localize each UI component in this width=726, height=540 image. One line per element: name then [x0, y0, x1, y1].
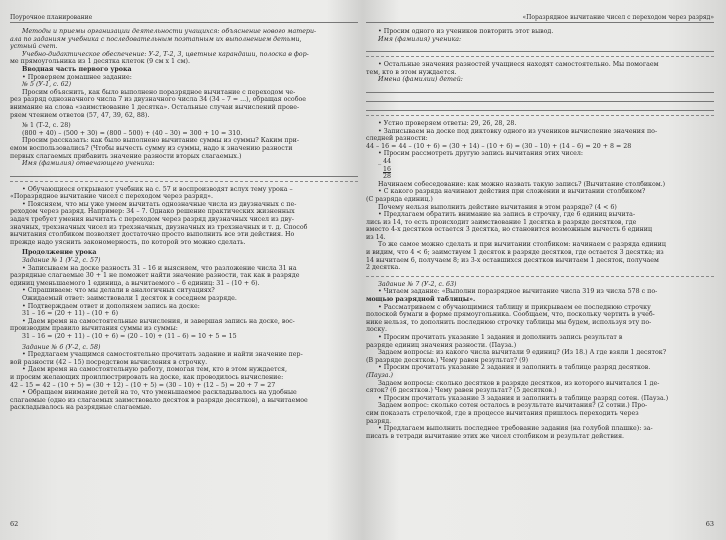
text-line: первых слагаемых прибавить значение разности вторых слагаемых.)	[10, 152, 242, 160]
text-line: единиц уменьшаемого 1 единица, а вычитаемого – 6 единиц: 31 – (10 + 6).	[10, 279, 260, 287]
math-line: 31 – 16 = (20 + 11) – (10 + 6) = (20 – 10) + (11 – 6) = 10 + 5 = 15	[22, 332, 237, 340]
text-line: разряде единиц значения разности. (Пауза.)	[366, 341, 517, 349]
text-line: Почему нельзя выполнить действие вычитания в этом разряде? (4 < 6)	[378, 203, 617, 211]
divider	[366, 276, 714, 277]
text-line: ме прямоугольника из 1 десятка клеток (9 см х 1 см).	[10, 58, 190, 66]
text-line: • Читаем задание: «Выполни поразрядное вычитание числа 319 из числа 578 с по-	[378, 288, 658, 296]
text-line: • Устно проверяем ответы: 29, 26, 28, 28.	[378, 119, 517, 127]
text-line: • Предлагаем учащимся самостоятельно прочитать задание и найти значение пер-	[22, 351, 303, 359]
text-line: То же самое можно сделать и при вычитании столбиком: начинаем с разряда единиц	[378, 241, 666, 249]
answer-line	[10, 169, 358, 177]
text-line: • Предлагаем выполнить последнее требование задания (на голубой плашке): за-	[378, 425, 653, 433]
math-line: (800 + 40) – (500 + 30) = (800 – 500) + (40 – 30) = 300 + 10 = 310.	[22, 129, 243, 137]
text-line: • Записываем на доске под диктовку одного из учеников вычисление значения по-	[378, 127, 658, 135]
text-line: мощью разрядной таблицы».	[366, 296, 476, 304]
text-line: разрядные слагаемые 30 + 1 не поможет найти значение разности, так как в разряде	[10, 272, 300, 280]
math-line: 42 – 15 = 42 – (10 + 5) = (30 + 12) – (10 + 5) = (30 – 10) + (12 – 5) = 20 + 7 = 27	[10, 381, 276, 389]
text-line: реходом через разряд. Например: 34 – 7. Однако решение практических жизненных	[10, 208, 295, 216]
left-page-header: Поурочное планирование	[10, 14, 358, 23]
text-line: писать в тетради вычитание этих же чисел столбиком и результат действия.	[366, 432, 625, 440]
fill-in-label: Имя (фамилия) ученика:	[378, 35, 462, 43]
text-line: прежде надо уяснить закономерность, по которой это можно сделать.	[10, 238, 246, 246]
section-heading: Продолжение урока	[22, 249, 97, 257]
text-line: «Поразрядное вычитание чисел с переходом через разряд».	[10, 193, 213, 201]
divider	[10, 181, 358, 182]
text-line: • Спрашиваем: что мы делали в аналогичных ситуациях?	[22, 287, 215, 295]
text-line: значных, трехзначных чисел из трехзначных, двузначных из трехзначных и т. д. Способ	[10, 223, 308, 231]
text-line: • Записываем на доске разность 31 – 16 и выясняем, что разложение числа 31 на	[22, 264, 297, 272]
text-line: • Даем время на самостоятельные вычисления, и завершая запись на доске, вос-	[22, 317, 295, 325]
page-number: 62	[10, 520, 19, 528]
text-line: лоску.	[366, 326, 387, 334]
text-line: нике нельзя, то дополнить последнюю строчку таблицы мы будем, используя эту по-	[366, 318, 652, 326]
math-line: 31 – 16 = (20 + 11) – (10 + 6)	[22, 310, 119, 318]
text-line: производим правило вычитания суммы из суммы:	[10, 325, 178, 333]
divider	[366, 56, 714, 57]
text-line: Методы и приемы организации деятельности учащихся: объяснение нового матери-	[22, 28, 317, 35]
page-number: 63	[705, 520, 714, 528]
text-line: • Просим одного из учеников повторить этот вывод.	[378, 28, 554, 35]
text-line: вместо 4-х десятков остается 3 десятка, но становится возможным вычесть 6 единиц	[366, 226, 653, 234]
text-line: Задаем вопросы: сколько десятков в разряде десятков, из которого вычитался 1 де-	[378, 379, 660, 387]
text-line: (Пауза.)	[366, 371, 394, 379]
text-line: • Просим прочитать указание 3 задания и заполнить в таблице разряд сотен. (Пауза.)	[378, 394, 669, 402]
text-line: рез разряд однозначного числа 7 из двузначного числа 34 (34 – 7 = ...), обращая особое	[10, 96, 307, 104]
text-line: • Рассматриваем с обучающимися таблицу и прикрываем ее последнюю строчку	[378, 303, 651, 311]
task-label: Задание № 7 (У-2, с. 63)	[378, 280, 457, 288]
text-line: 2 десятка.	[366, 264, 401, 272]
text-line: емом воспользовались? (Чтобы вычесть сумму из суммы, надо к значению разности	[10, 144, 293, 152]
divider	[366, 115, 714, 116]
text-line: Учебно-дидактическое обеспечение: У-2, Т-2, 3, цветные карандаши, полоска в фор-	[22, 50, 309, 58]
text-line: • Предлагаем обратить внимание на запись в строчку, где 6 единиц вычита-	[378, 211, 636, 219]
right-page-header: «Поразрядное вычитание чисел с переходом через разряд»	[366, 14, 714, 23]
text-line: Просим объяснить, как было выполнено поразрядное вычитание с переходом че-	[22, 88, 296, 96]
text-line: ала по заданиям учебника с последовательным поэтапным их выполнением детьми,	[10, 35, 302, 43]
text-line: • Подтверждаем ответ и дополняем запись на доске:	[22, 302, 200, 310]
math-line: 44 – 16 = 44 – (10 + 6) = (30 + 14) – (10 + 6) = (30 – 10) + (14 – 6) = 20 + 8 = 28	[366, 142, 632, 150]
task-label: № 1 (Т-2, с. 28)	[22, 122, 71, 130]
text-line: • Поясняем, что мы уже умеем вычитать однозначные числа из двузначных с пе-	[22, 200, 297, 208]
text-line: • Остальные значения разностей учащиеся находят самостоятельно. Мы помогаем	[378, 61, 659, 69]
text-line: и просим желающих проиллюстрировать на доске, как проводилось вычисление:	[10, 373, 284, 381]
fill-in-label: Имена (фамилии) детей:	[378, 76, 463, 84]
column-result: 28	[383, 173, 392, 181]
text-line: • Просим прочитать указание 1 задания и дополнить запись результат в	[378, 334, 623, 341]
task-label: Задание № 1 (У-2, с. 57)	[22, 257, 101, 265]
text-line: Задаем вопросы: из какого числа вычитали 9 единиц? (Из 18.) А где взяли 1 десяток?	[378, 349, 667, 357]
text-line: • Просим прочитать указание 2 задания и заполнить в таблице разряд десятков.	[378, 364, 651, 372]
answer-line	[366, 44, 714, 52]
text-line: из 14.	[366, 233, 386, 241]
text-line: разряд.	[366, 417, 392, 425]
text-line: слагаемые (одно из слагаемых заимствовало десяток в разряде десятков), а вычитаемое	[10, 396, 308, 404]
text-line: вычитания столбиком позволяет достаточно просто выполнить все эти действия. Но	[10, 231, 295, 239]
text-line: устный счет.	[10, 43, 58, 51]
text-line: лись из 14, то есть происходит заимствование 1 десятка в разряде десятков, где	[366, 218, 637, 226]
text-line: тем, кто в этом нуждается.	[366, 68, 457, 76]
text-line: внимание на слова «заимствование 1 десятка». Остальные случаи вычислений прове-	[10, 103, 300, 111]
text-line: Ожидаемый ответ: заимствовали 1 десяток в соседнем разряде.	[22, 295, 237, 302]
text-line: сим показать стрелочкой, где в процессе вычитания пришлось переходить через	[366, 409, 639, 417]
left-page	[10, 14, 358, 530]
text-line: вой разности (42 – 15) посредством вычисления в строчку.	[10, 358, 208, 366]
text-line: Задаем вопрос: сколько сотен осталось в результате вычитания? (2 сотни.) Про-	[378, 402, 648, 410]
text-line: и видим, что 4 < 6; заимствуем 1 десяток в разряде десятков, где остается 3 десятка; из	[366, 249, 664, 257]
text-line: (В разряде десятков.) Чему равен результат? (9)	[366, 356, 529, 364]
text-line: раскладывалось на разрядные слагаемые.	[10, 404, 152, 412]
text-line: полоской бумаги в форме прямоугольника. Сообщаем, что, поскольку чертить в учеб-	[366, 311, 655, 319]
right-page	[366, 14, 714, 530]
text-line: следней разности:	[366, 135, 428, 143]
section-heading: Вводная часть первого урока	[22, 65, 132, 73]
text-line: • Просим рассмотреть другую запись вычитания этих чисел:	[378, 150, 583, 158]
text-line: ряем чтением ответов (57, 47, 39, 62, 88).	[10, 111, 150, 119]
text-line: • Обучающиеся открывают учебник на с. 57 и воспроизводят вслух тему урока –	[22, 185, 293, 193]
text-line: • Обращаем внимание детей на то, что уменьшаемое раскладывалось на удобные	[22, 389, 297, 397]
fill-in-label: Имя (фамилия) отвечающего ученика:	[22, 160, 155, 168]
column-minuend: _ 44	[378, 157, 392, 165]
text-line: • Проверяем домашнее задание:	[22, 73, 132, 81]
text-line: (С разряда единиц.)	[366, 195, 433, 203]
text-line: сяток? (6 десятков.) Чему равен результат? (5 десятков.)	[366, 387, 557, 395]
column-subtrahend: 16	[383, 165, 392, 173]
text-line: задач требует умения вычитать с переходом через разряд двузначных чисел из дву-	[10, 216, 294, 224]
task-label: Задание № 6 (У-2, с. 58)	[22, 343, 101, 351]
answer-line	[366, 94, 714, 102]
answer-line	[366, 85, 714, 93]
text-line: 14 вычитаем 6, получаем 8; из 3-х оставшихся десятков вычитаем 1 десяток, получаем	[366, 256, 659, 264]
answer-line	[366, 103, 714, 111]
task-label: № 5 (У-1, с. 62)	[22, 81, 72, 89]
text-line: • Даем время на самостоятельную работу, помогая тем, кто в этом нуждается,	[22, 366, 287, 374]
text-line: Начинаем собеседование: как можно назвать такую запись? (Вычитание столбиком.)	[378, 180, 666, 188]
text-line: • С какого разряда начинают действия при сложении и вычитании столбиком?	[378, 188, 646, 196]
text-line: Просим рассказать: как было выполнено вычитание суммы из суммы? Каким при-	[22, 137, 299, 145]
